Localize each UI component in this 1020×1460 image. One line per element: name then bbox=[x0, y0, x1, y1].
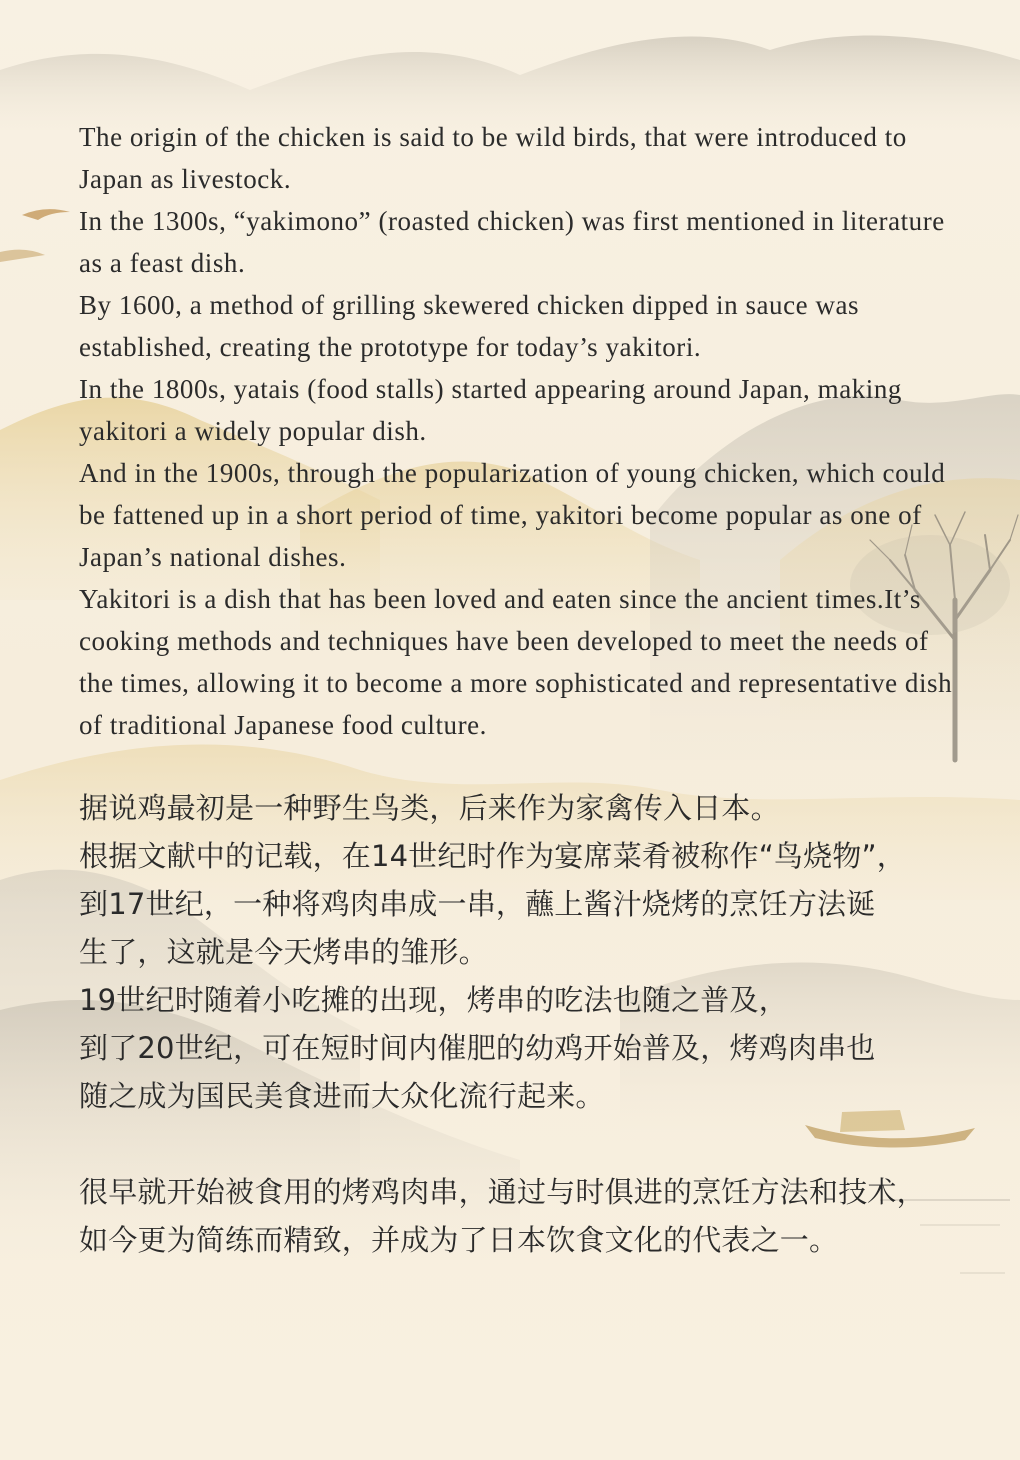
chinese-line: 很早就开始被食用的烤鸡肉串，通过与时俱进的烹饪方法和技术， bbox=[79, 1175, 926, 1209]
chinese-line: 根据文献中的记载，在14世纪时作为宴席菜肴被称作“鸟烧物”， bbox=[79, 839, 906, 873]
chinese-text bbox=[79, 784, 959, 1264]
chinese-line: 到17世纪，一种将鸡肉串成一串，蘸上酱汁烧烤的烹饪方法诞 bbox=[79, 887, 876, 921]
english-paragraph: Yakitori is a dish that has been loved and eaten since the ancient times.It’s cooking methods and techniques have been developed to meet the needs of the times, allowing it to become a more sophisticated and representative dish of traditional Japanese food culture. bbox=[79, 584, 953, 740]
chinese-line: 据说鸡最初是一种野生鸟类，后来作为家禽传入日本。 bbox=[79, 791, 780, 825]
paragraph-spacer bbox=[79, 1120, 959, 1168]
english-text bbox=[79, 116, 959, 746]
english-paragraph: In the 1800s, yatais (food stalls) started appearing around Japan, making yakitori a widely popular dish. bbox=[79, 374, 902, 446]
chinese-line: 如今更为简练而精致，并成为了日本饮食文化的代表之一。 bbox=[79, 1223, 839, 1257]
chinese-line: 19世纪时随着小吃摊的出现，烤串的吃法也随之普及， bbox=[79, 983, 788, 1017]
chinese-line: 到了20世纪，可在短时间内催肥的幼鸡开始普及，烤鸡肉串也 bbox=[79, 1031, 876, 1065]
english-paragraph: The origin of the chicken is said to be wild birds, that were introduced to Japan as livestock. bbox=[79, 122, 907, 194]
english-paragraph: By 1600, a method of grilling skewered chicken dipped in sauce was established, creating the prototype for today’s yakitori. bbox=[79, 290, 860, 362]
english-paragraph: And in the 1900s, through the popularization of young chicken, which could be fattened up in a short period of time, yakitori become popular as one of Japan’s national dishes. bbox=[79, 458, 946, 572]
text-content bbox=[79, 116, 959, 1264]
chinese-line: 生了，这就是今天烤串的雏形。 bbox=[79, 935, 488, 969]
chinese-line: 随之成为国民美食进而大众化流行起来。 bbox=[79, 1079, 605, 1113]
flying-bird bbox=[22, 209, 70, 220]
english-paragraph: In the 1300s, “yakimono” (roasted chicken) was first mentioned in literature as a feast dish. bbox=[79, 206, 945, 278]
